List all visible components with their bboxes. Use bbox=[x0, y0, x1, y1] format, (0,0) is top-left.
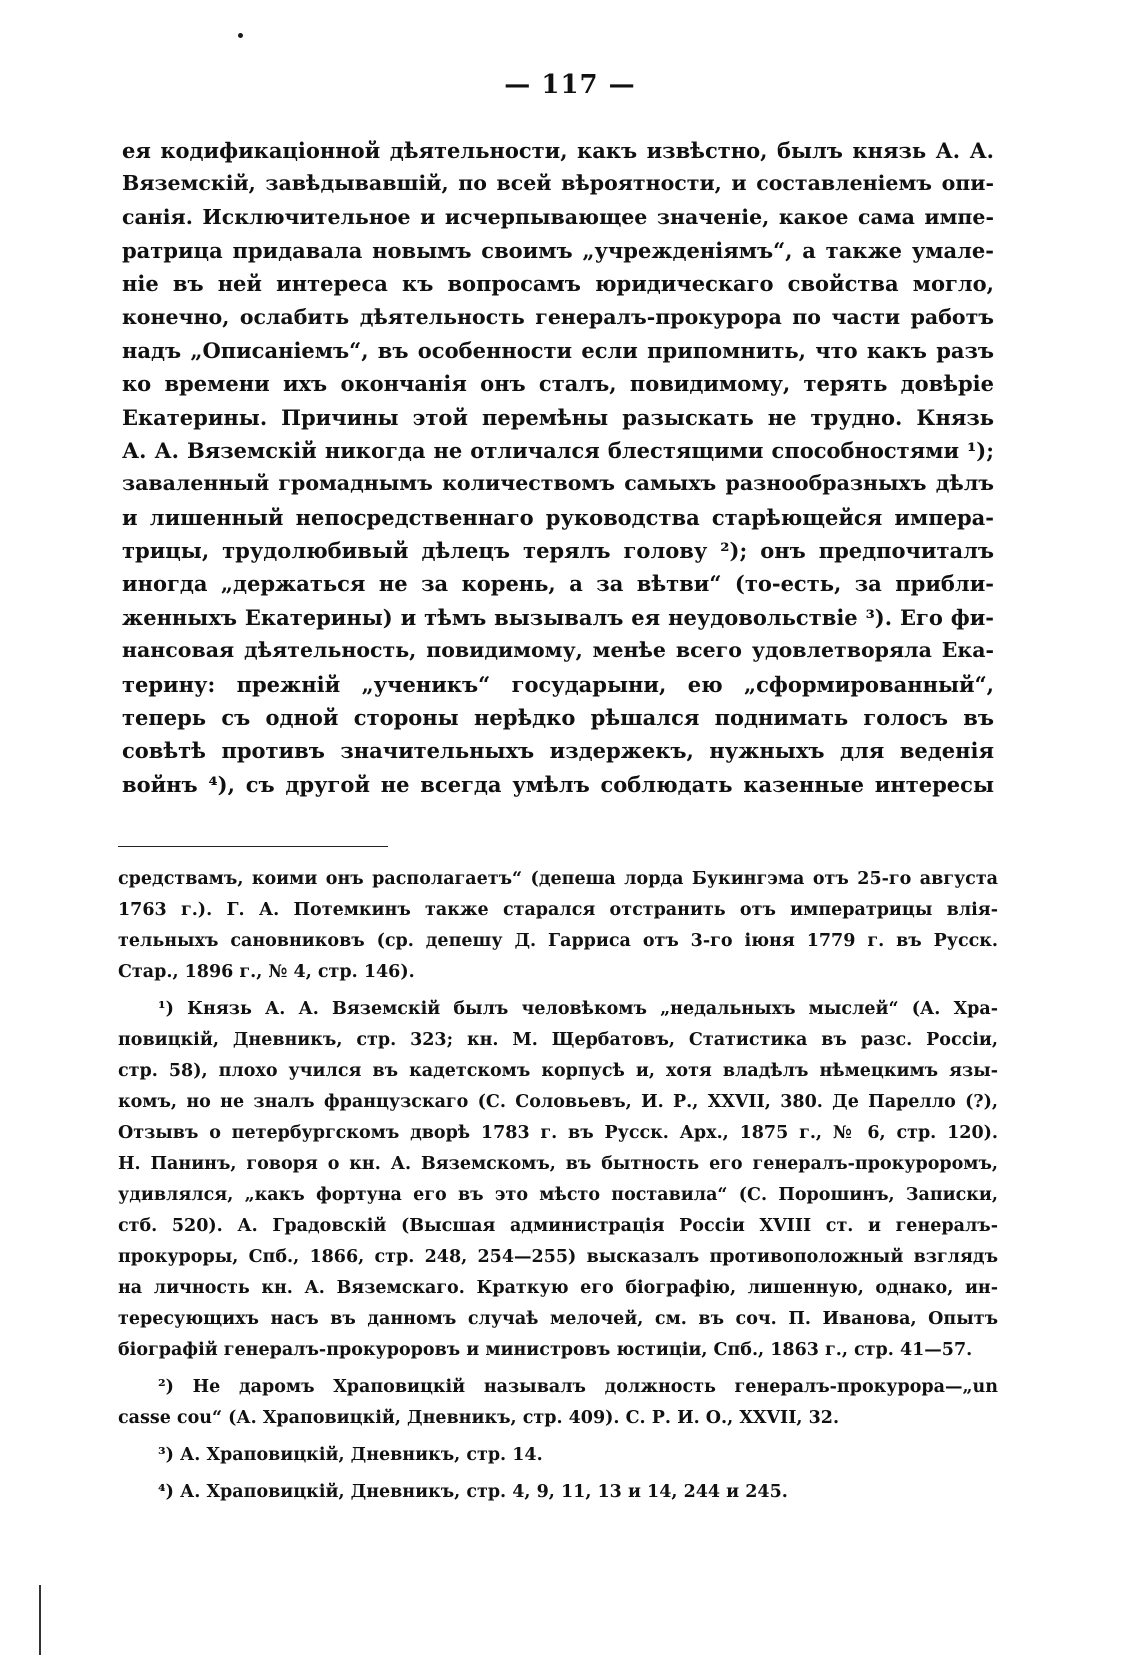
footnote-line: 1763 г.). Г. А. Потемкинъ также старался отстранить отъ императрицы влія- bbox=[118, 900, 998, 920]
footnote-line: тельныхъ сановниковъ (ср. депешу Д. Гарриса отъ 3-го іюня 1779 г. въ Русск. bbox=[118, 931, 998, 951]
text-line: трицы, трудолюбивый дѣлецъ терялъ голову ²); онъ предпочиталъ bbox=[122, 538, 994, 564]
text-line: Екатерины. Причины этой перемѣны разыскать не трудно. Князь bbox=[122, 404, 994, 430]
text-line: заваленный громаднымъ количествомъ самыхъ разнообразныхъ дѣлъ bbox=[122, 471, 994, 496]
footnote-1-line: ¹) Князь А. А. Вяземскій былъ человѣкомъ „недальныхъ мыслей“ (А. Хра- bbox=[158, 999, 998, 1019]
footnote-1-line: Н. Панинъ, говоря о кн. А. Вяземскомъ, въ бытность его генералъ-прокуроромъ, bbox=[118, 1154, 998, 1174]
text-line: ратрица придавала новымъ своимъ „учрежденіямъ“, а также умале- bbox=[122, 238, 994, 264]
footnote-1-line: Отзывъ о петербургскомъ дворѣ 1783 г. въ Русск. Арх., 1875 г., № 6, стр. 120). bbox=[118, 1123, 998, 1143]
footnote-1-line: комъ, но не зналъ французскаго (С. Соловьевъ, И. Р., XXVII, 380. Де Парелло (?), bbox=[118, 1092, 998, 1112]
footnote-1-line: повицкій, Дневникъ, стр. 323; кн. М. Щербатовъ, Статистика въ разс. Россіи, bbox=[118, 1030, 998, 1050]
text-line: надъ „Описаніемъ“, въ особенности если припомнить, что какъ разъ bbox=[122, 338, 994, 364]
text-line: ніе въ ней интереса къ вопросамъ юридическаго свойства могло, bbox=[122, 271, 994, 297]
footnote-line: Стар., 1896 г., № 4, стр. 146). bbox=[118, 962, 415, 982]
footnote-1-line: тересующихъ насъ въ данномъ случаѣ мелочей, см. въ соч. П. Иванова, Опытъ bbox=[118, 1309, 998, 1329]
footnote-4-line: ⁴) А. Храповицкій, Дневникъ, стр. 4, 9, 11, 13 и 14, 244 и 245. bbox=[158, 1482, 788, 1502]
scan-edge-mark bbox=[39, 1585, 41, 1655]
footnote-1-line: стб. 520). А. Градовскій (Высшая администрація Россіи XVIII ст. и генералъ- bbox=[118, 1216, 998, 1236]
text-line: совѣтѣ противъ значительныхъ издержекъ, нужныхъ для веденія bbox=[122, 738, 994, 764]
page-number: — 117 — bbox=[504, 70, 636, 100]
footnote-line: средствамъ, коими онъ располагаетъ“ (депеша лорда Букингэма отъ 25-го августа bbox=[118, 869, 998, 889]
text-line: нансовая дѣятельность, повидимому, менѣе всего удовлетворяла Ека- bbox=[122, 638, 994, 663]
text-line: конечно, ослабить дѣятельность генералъ-прокурора по части работъ bbox=[122, 304, 994, 329]
footnote-1-line: на личность кн. А. Вяземскаго. Краткую его біографію, лишенную, однако, ин- bbox=[118, 1278, 998, 1298]
text-line: иногда „держаться не за корень, а за вѣтви“ (то-есть, за прибли- bbox=[122, 571, 994, 597]
text-line: теперь съ одной стороны нерѣдко рѣшался поднимать голосъ въ bbox=[122, 704, 994, 730]
text-line: войнъ ⁴), съ другой не всегда умѣлъ соблюдать казенные интересы bbox=[122, 771, 994, 797]
text-line: А. А. Вяземскій никогда не отличался блестящими способностями ¹); bbox=[122, 438, 994, 464]
footnote-2-line: ²) Не даромъ Храповицкій называлъ должность генералъ-прокурора—„un bbox=[158, 1377, 998, 1397]
footnote-1-line: стр. 58), плохо учился въ кадетскомъ корпусѣ и, хотя владѣлъ нѣмецкимъ язы- bbox=[118, 1061, 998, 1081]
footnote-3-line: ³) А. Храповицкій, Дневникъ, стр. 14. bbox=[158, 1445, 543, 1465]
footnote-1-line: удивлялся, „какъ фортуна его въ это мѣсто поставила“ (С. Порошинъ, Записки, bbox=[118, 1185, 998, 1205]
main-text bbox=[122, 134, 994, 801]
text-line: санія. Исключительное и исчерпывающее значеніе, какое сама импе- bbox=[122, 204, 994, 229]
text-line: терину: прежній „ученикъ“ государыни, ею „сформированный“, bbox=[122, 671, 994, 697]
text-line: Вяземскій, завѣдывавшій, по всей вѣроятности, и составленіемъ опи- bbox=[122, 171, 994, 196]
footnotes bbox=[118, 864, 998, 1508]
text-line: ко времени ихъ окончанія онъ сталъ, повидимому, терять довѣріе bbox=[122, 371, 994, 397]
footnote-1-line: прокуроры, Спб., 1866, стр. 248, 254—255) высказалъ противоположный взглядъ bbox=[118, 1247, 998, 1267]
text-line: ея кодификаціонной дѣятельности, какъ извѣстно, былъ князь А. А. bbox=[122, 138, 994, 163]
footnote-separator bbox=[118, 846, 388, 847]
text-line: и лишенный непосредственнаго руководства старѣющейся импера- bbox=[122, 504, 994, 530]
footnote-2-line: casse cou“ (А. Храповицкій, Дневникъ, стр. 409). С. Р. И. О., XXVII, 32. bbox=[118, 1408, 840, 1428]
footnote-1-line: біографій генералъ-прокуроровъ и министровъ юстиціи, Спб., 1863 г., стр. 41—57. bbox=[118, 1340, 973, 1360]
scan-speck bbox=[238, 33, 243, 38]
text-line: женныхъ Екатерины) и тѣмъ вызывалъ ея неудовольствіе ³). Его фи- bbox=[122, 604, 994, 630]
